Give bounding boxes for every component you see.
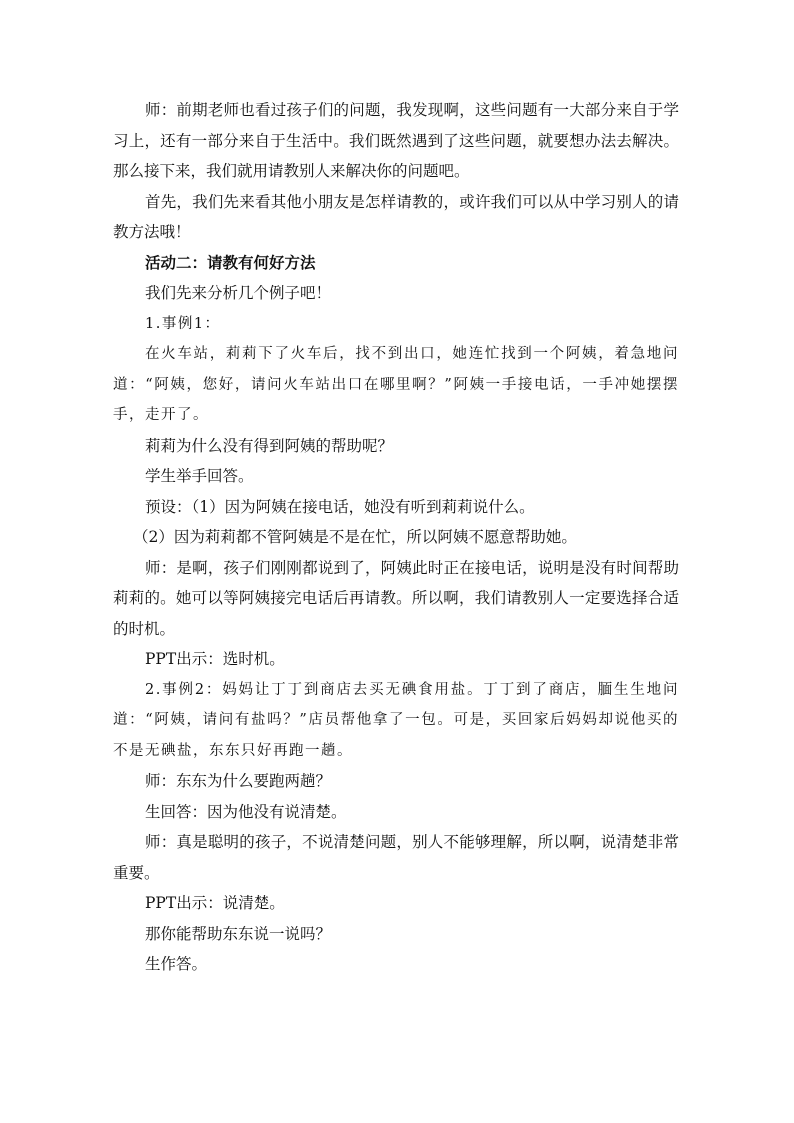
paragraph: 生作答。 — [145, 955, 208, 973]
paragraph: 学生举手回答。 — [145, 467, 254, 485]
paragraph: PPT出示：说清楚。 — [145, 894, 285, 912]
paragraph: 莉莉为什么没有得到阿姨的帮助呢？ — [145, 436, 394, 455]
paragraph: 那你能帮助东东说一说吗？ — [145, 924, 332, 943]
section-heading: 活动二：请教有何好方法 — [145, 252, 316, 272]
example-text: 2.事例2：妈妈让丁丁到商店去买无碘食用盐。丁丁到了商店，腼生生地问道：“阿姨，请问有盐吗？”店员帮他拿了一包。可是，买回家后妈妈却说他买的不是无碘盐，东东只好再跑一趟。 — [113, 681, 679, 759]
body-text — [113, 95, 679, 980]
paragraph: （2）因为莉莉都不管阿姨是不是在忙，所以阿姨不愿意帮助她。 — [133, 528, 577, 546]
paragraph: 师：真是聪明的孩子，不说清楚问题，别人不能够理解，所以啊，说清楚非常重要。 — [113, 833, 679, 882]
paragraph: 师：东东为什么要跑两趟？ — [145, 772, 332, 790]
paragraph: PPT出示：选时机。 — [145, 650, 285, 668]
paragraph: 生回答：因为他没有说清楚。 — [145, 802, 347, 821]
paragraph: 首先，我们先来看其他小朋友是怎样请教的，或许我们可以从中学习别人的请教方法哦！ — [113, 192, 679, 241]
paragraph: 师：前期老师也看过孩子们的问题，我发现啊，这些问题有一大部分来自于学习上，还有一部分来自于生活中。我们既然遇到了这些问题，就要想办法去解决。那么接下来，我们就用请教别人来解决你的问题吧。 — [113, 101, 679, 180]
example-text: 在火车站，莉莉下了火车后，找不到出口，她连忙找到一个阿姨，着急地问道：“阿姨，您好，请问火车站出口在哪里啊？”阿姨一手接电话，一手冲她摆摆手，走开了。 — [113, 346, 679, 423]
paragraph: 预设：（1）因为阿姨在接电话，她没有听到莉莉说什么。 — [145, 497, 535, 516]
example-label: 1.事例1： — [145, 315, 221, 332]
paragraph: 师：是啊，孩子们刚刚都说到了，阿姨此时正在接电话，说明是没有时间帮助莉莉的。她可以等阿姨接完电话后再请教。所以啊，我们请教别人一定要选择合适的时机。 — [113, 558, 679, 638]
paragraph: 我们先来分析几个例子吧！ — [145, 284, 332, 302]
